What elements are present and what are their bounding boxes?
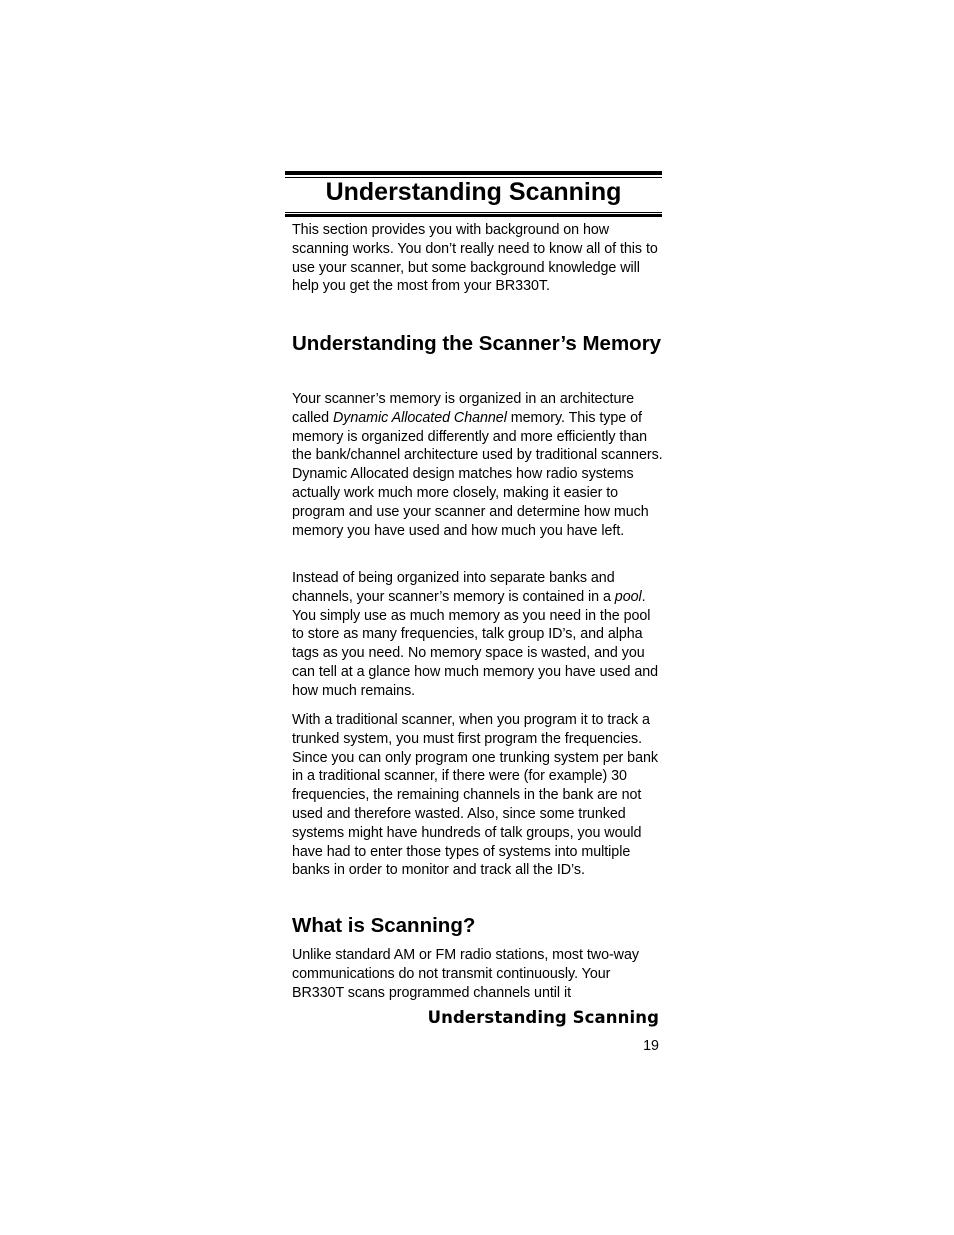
memory-paragraph-2-emphasis: pool bbox=[614, 588, 642, 605]
title-rule-bottom-thin bbox=[285, 212, 662, 213]
memory-paragraph-1 bbox=[292, 390, 664, 540]
memory-paragraph-2 bbox=[292, 569, 664, 701]
scanning-heading: What is Scanning? bbox=[292, 914, 476, 937]
title-rule-bottom-thick bbox=[285, 214, 662, 217]
title-rule-top-thick bbox=[285, 171, 662, 175]
section-title: Understanding Scanning bbox=[325, 178, 622, 206]
running-head: Understanding Scanning bbox=[427, 1008, 659, 1027]
memory-paragraph-1-emphasis: Dynamic Allocated Channel bbox=[332, 409, 507, 426]
memory-paragraph-1-start: Your scanner’s memory is organized in an architecture called bbox=[292, 391, 634, 426]
memory-paragraph-2-start: Instead of being organized into separate banks and channels, your scanner’s memory is contained in a bbox=[292, 570, 615, 605]
page-number: 19 bbox=[643, 1038, 659, 1054]
memory-paragraph-3: With a traditional scanner, when you program it to track a trunked system, you must first program the frequencies. Since you can only program one trunking system per bank in a traditional scanner, if there were (for example) 30 frequencies, the remaining channels in the bank are not used and therefore wasted. Also, since some trunked systems might have hundreds of talk groups, you would have had to enter those types of systems into multiple banks in order to monitor and track all the ID’s. bbox=[292, 712, 658, 879]
memory-heading: Understanding the Scanner’s Memory bbox=[292, 332, 662, 355]
scanning-paragraph-1: Unlike standard AM or FM radio stations, most two-way communications do not transmit continuously. Your BR330T scans programmed channels until it bbox=[292, 947, 639, 1001]
memory-paragraph-1-end: memory. This type of memory is organized differently and more efficiently than the bank/channel architecture used by traditional scanners. Dynamic Allocated design matches how radio systems actually work much more closely, making it easier to program and use your scanner and determine how much memory you have used and how much you have left. bbox=[292, 409, 663, 539]
memory-paragraph-2-end: . You simply use as much memory as you need in the pool to store as many frequencies, talk group ID’s, and alpha tags as you need. No memory space is wasted, and you can tell at a glance how much memory you have used and how much remains. bbox=[292, 588, 659, 699]
intro-paragraph: This section provides you with background on how scanning works. You don’t really need to know all of this to use your scanner, but some background knowledge will help you get the most from your BR330T. bbox=[292, 222, 658, 295]
